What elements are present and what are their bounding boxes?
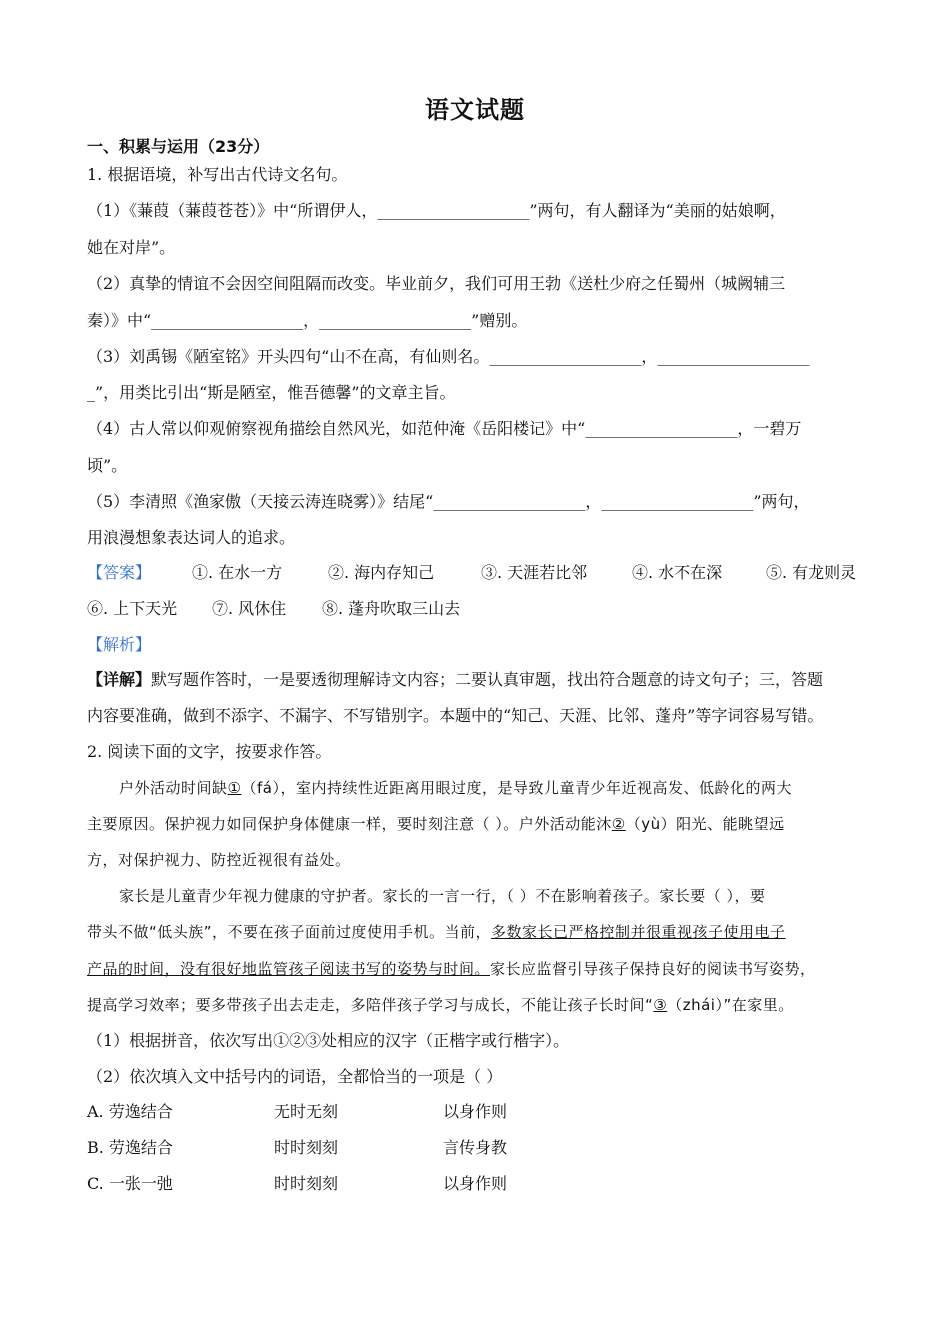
answer-item-6: ⑥. 上下天光	[87, 599, 178, 618]
answer-item-7: ⑦. 风休住	[212, 599, 287, 618]
option-b-col1: B. 劳逸结合	[87, 1138, 173, 1157]
detail-text-1: 默写题作答时，一是要透彻理解诗文内容；二要认真审题，找出符合题意的诗文句子；三，答题	[151, 670, 824, 689]
passage-p1-line3: 方，对保护视力、防控近视很有益处。	[87, 851, 351, 869]
q1-part4-line1: （4）古人常以仰观俯察视角描绘自然风光，如范仲淹《岳阳楼记》中“___________________，一碧万	[87, 419, 802, 438]
option-b-col3: 言传身教	[443, 1138, 508, 1157]
option-c-col2: 时时刻刻	[274, 1174, 339, 1193]
answer-item-3: ③. 天涯若比邻	[481, 563, 588, 582]
passage-text: 户外活动时间缺	[119, 779, 228, 797]
answer-item-4: ④. 水不在深	[632, 563, 723, 582]
q1-part1-line1: （1）《蒹葭（蒹葭苍苍）》中“所谓伊人，___________________”两句，有人翻译为“美丽的姑娘啊，	[87, 201, 786, 220]
answer-label: 【答案】	[87, 563, 152, 582]
passage-text: （yù）阳光、能眺望远	[625, 815, 785, 833]
answer-item-8: ⑧. 蓬舟吹取三山去	[322, 599, 461, 618]
page-title: 语文试题	[425, 96, 525, 124]
section-heading: 一、积累与运用（23分）	[87, 137, 270, 156]
passage-p2-line1: 家长是儿童青少年视力健康的守护者。家长的一言一行，（ ）不在影响着孩子。家长要（ ），要	[119, 887, 766, 905]
option-c-col1: C. 一张一弛	[87, 1174, 173, 1193]
option-a-col2: 无时无刻	[274, 1102, 339, 1121]
q1-part5-line2: 用浪漫想象表达词人的追求。	[87, 528, 296, 547]
passage-text: （fá），室内持续性近距离用眼过度，是导致儿童青少年近视高发、低龄化的两大	[241, 779, 792, 797]
answer-item-1: ①. 在水一方	[192, 563, 283, 582]
option-a-col3: 以身作则	[443, 1102, 508, 1121]
q1-part2-line2: 秦）》中“___________________，___________________”赠别。	[87, 311, 528, 330]
passage-p2-line3	[87, 958, 867, 980]
passage-p2-line2	[87, 921, 867, 943]
passage-p1-line1	[119, 777, 869, 799]
blank-marker-2: ②	[611, 815, 626, 833]
q1-part5-line1: （5）李清照《渔家傲（天接云涛连晓雾）》结尾“___________________，___________________”两句，	[87, 492, 810, 511]
q2-sub2: （2）依次填入文中括号内的词语，全都恰当的一项是（ ）	[87, 1067, 503, 1086]
question-1-stem: 1. 根据语境，补写出古代诗文名句。	[87, 165, 348, 184]
question-2-stem: 2. 阅读下面的文字，按要求作答。	[87, 742, 332, 761]
q1-part3-line2: _”，用类比引出“斯是陋室，惟吾德馨”的文章主旨。	[87, 383, 456, 402]
option-c-col3: 以身作则	[443, 1174, 508, 1193]
blank-marker-1: ①	[227, 779, 242, 797]
q2-sub1: （1）根据拼音，依次写出①②③处相应的汉字（正楷字或行楷字）。	[87, 1031, 570, 1050]
underlined-sentence: 多数家长已严格控制并很重视孩子使用电子	[491, 923, 786, 941]
option-a-col1: A. 劳逸结合	[87, 1102, 173, 1121]
underlined-sentence: 产品的时间，没有很好地监管孩子阅读书写的姿势与时间。	[87, 960, 491, 978]
q1-part1-line2: 她在对岸”。	[87, 238, 176, 257]
q1-part3-line1: （3）刘禹锡《陋室铭》开头四句“山不在高，有仙则名。___________________，___________________	[87, 347, 810, 366]
answer-item-5: ⑤. 有龙则灵	[766, 563, 857, 582]
analysis-detail-line2: 内容要准确，做到不添字、不漏字、不写错别字。本题中的“知己、天涯、比邻、蓬舟”等字词容易写错。	[87, 706, 824, 725]
passage-text: （zhái）”在家里。	[667, 996, 794, 1014]
analysis-label: 【解析】	[87, 635, 152, 654]
detail-label: 【详解】	[87, 670, 152, 689]
passage-text: 主要原因。保护视力如同保护身体健康一样，要时刻注意（ ）。户外活动能沐	[87, 815, 612, 833]
q1-part2-line1: （2）真挚的情谊不会因空间阻隔而改变。毕业前夕，我们可用王勃《送杜少府之任蜀州（城阙辅三	[87, 274, 786, 293]
answer-item-2: ②. 海内存知己	[328, 563, 435, 582]
q1-part4-line2: 顷”。	[87, 456, 128, 475]
blank-marker-3: ③	[653, 996, 668, 1014]
passage-p1-line2	[87, 813, 867, 835]
analysis-detail-line1	[87, 669, 867, 691]
passage-p2-line4	[87, 994, 867, 1016]
passage-text: 带头不做“低头族”，不要在孩子面前过度使用手机。当前，	[87, 923, 492, 941]
passage-text: 提高学习效率；要多带孩子出去走走，多陪伴孩子学习与成长，不能让孩子长时间“	[87, 996, 654, 1014]
option-b-col2: 时时刻刻	[274, 1138, 339, 1157]
passage-text: 家长应监督引导孩子保持良好的阅读书写姿势，	[490, 960, 816, 978]
